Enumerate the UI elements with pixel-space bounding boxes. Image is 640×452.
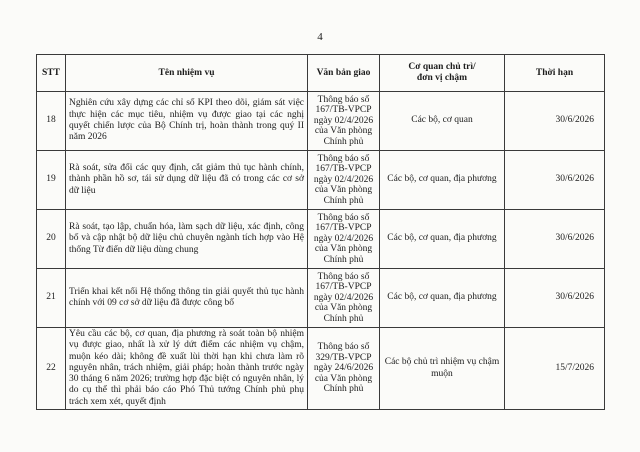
row-agency: Các bộ, cơ quan, địa phương <box>380 210 505 269</box>
row-task: Rà soát, sửa đổi các quy định, cắt giảm thủ tục hành chính, thành phần hồ sơ, tái sử dụng dữ liệu đã có trong các cơ sở dữ liệu <box>66 151 308 210</box>
row-deadline: 30/6/2026 <box>505 210 605 269</box>
row-stt: 22 <box>37 328 66 410</box>
document-line: Chính phủ <box>323 384 364 395</box>
document-line: Thông báo số <box>317 271 370 282</box>
document-line: của Văn phòng <box>314 244 373 255</box>
document-line: ngày 02/4/2026 <box>313 292 374 303</box>
document-line: Thông báo số <box>317 342 370 353</box>
document-line: Chính phủ <box>323 254 364 265</box>
document-line: Thông báo số <box>317 94 370 105</box>
table-row <box>37 269 605 328</box>
row-agency: Các bộ, cơ quan <box>380 92 505 151</box>
column-header-agency-line2: đơn vị chậm <box>416 73 468 83</box>
table-header-row <box>37 55 605 92</box>
row-task: Nghiên cứu xây dựng các chỉ số KPI theo dõi, giám sát việc thực hiện các mục tiêu, nhiệm vụ được giao tại các nghị quyết chiến lược của Bộ Chính trị, hoàn thành trong quý II năm 2026 <box>66 92 308 151</box>
document-line: 167/TB-VPCP <box>315 282 372 293</box>
document-line: của Văn phòng <box>314 126 373 137</box>
document-line: 329/TB-VPCP <box>315 352 372 363</box>
document-line: 167/TB-VPCP <box>315 223 372 234</box>
row-document <box>308 151 380 210</box>
document-line: ngày 02/4/2026 <box>313 233 374 244</box>
document-line: ngày 02/4/2026 <box>313 115 374 126</box>
row-deadline: 30/6/2026 <box>505 269 605 328</box>
table-row <box>37 210 605 269</box>
column-header-stt: STT <box>37 55 66 92</box>
row-document <box>308 92 380 151</box>
document-line: ngày 02/4/2026 <box>313 174 374 185</box>
row-document <box>308 269 380 328</box>
table-row <box>37 328 605 410</box>
column-header-document: Văn bản giao <box>308 55 380 92</box>
column-header-agency-line1: Cơ quan chủ trì/ <box>408 62 476 72</box>
document-line: Chính phủ <box>323 136 364 147</box>
row-task: Rà soát, tạo lập, chuẩn hóa, làm sạch dữ liệu, xác định, công bố và cập nhật bộ dữ liệu chủ chuyên ngành tích hợp vào Hệ thống Từ điển dữ liệu dùng chung <box>66 210 308 269</box>
row-document <box>308 210 380 269</box>
row-agency: Các bộ, cơ quan, địa phương <box>380 269 505 328</box>
row-document <box>308 328 380 410</box>
row-stt: 19 <box>37 151 66 210</box>
column-header-agency <box>380 55 505 92</box>
document-line: của Văn phòng <box>314 303 373 314</box>
table-row <box>37 151 605 210</box>
row-task: Yêu cầu các bộ, cơ quan, địa phương rà soát toàn bộ nhiệm vụ được giao, nhất là xử lý dứt điểm các nhiệm vụ chậm, muộn kéo dài; không đề xuất lùi thời hạn khi chưa làm rõ nguyên nhân, trách nhiệm, giải pháp; hoàn thành trước ngày 30 tháng 6 năm 2026; trường hợp đặc biệt có nguyên nhân, lý do cụ thể thì phải báo cáo Phó Thủ tướng Chính phủ phụ trách xem xét, quyết định <box>66 328 308 410</box>
row-agency: Các bộ, cơ quan, địa phương <box>380 151 505 210</box>
row-task: Triển khai kết nối Hệ thống thông tin giải quyết thủ tục hành chính với 09 cơ sở dữ liệu đã được công bố <box>66 269 308 328</box>
column-header-deadline: Thời hạn <box>505 55 605 92</box>
document-line: Chính phủ <box>323 195 364 206</box>
document-line: 167/TB-VPCP <box>315 164 372 175</box>
row-deadline: 30/6/2026 <box>505 92 605 151</box>
document-line: Thông báo số <box>317 153 370 164</box>
document-line: của Văn phòng <box>314 185 373 196</box>
document-line: ngày 24/6/2026 <box>313 363 374 374</box>
document-line: của Văn phòng <box>314 373 373 384</box>
document-line: Thông báo số <box>317 212 370 223</box>
row-deadline: 15/7/2026 <box>505 328 605 410</box>
table-row <box>37 92 605 151</box>
column-header-task: Tên nhiệm vụ <box>66 55 308 92</box>
row-stt: 21 <box>37 269 66 328</box>
task-table <box>36 54 605 410</box>
row-stt: 18 <box>37 92 66 151</box>
row-stt: 20 <box>37 210 66 269</box>
page-number: 4 <box>317 31 323 43</box>
row-deadline: 30/6/2026 <box>505 151 605 210</box>
row-agency: Các bộ chủ trì nhiệm vụ chậm muộn <box>380 328 505 410</box>
document-line: Chính phủ <box>323 313 364 324</box>
document-line: 167/TB-VPCP <box>315 105 372 116</box>
